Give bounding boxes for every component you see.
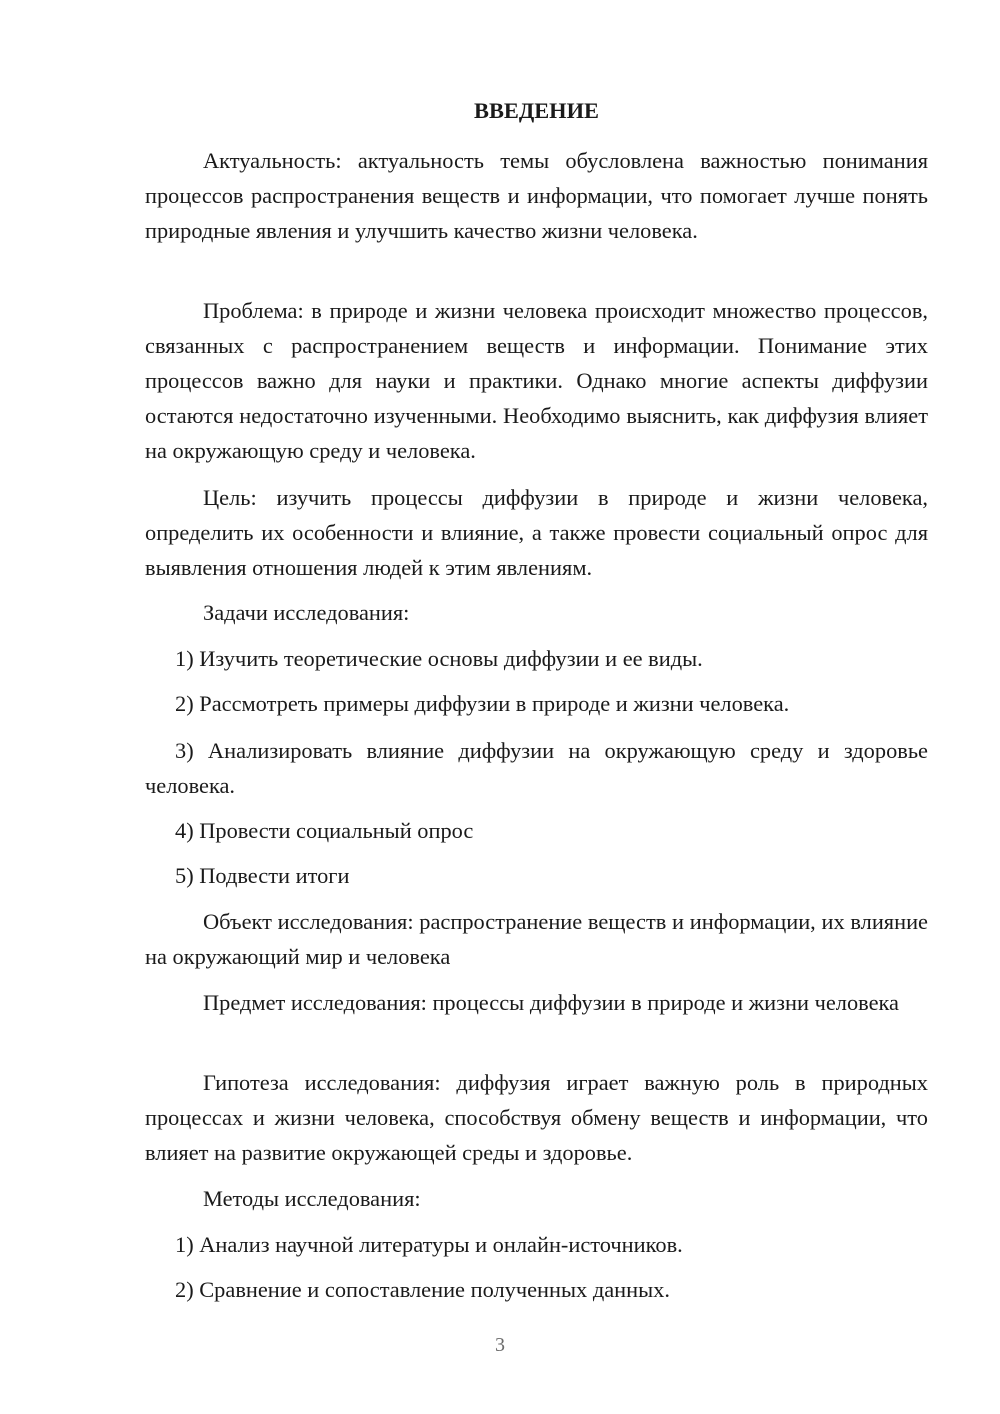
subject-paragraph: Предмет исследования: процессы диффузии в природе и жизни человека <box>203 990 899 1015</box>
problem-paragraph: Проблема: в природе и жизни человека происходит множество процессов, связанных с распространением веществ и информации. Понимание этих процессов важно для науки и практики. Однако многие аспекты диффузии остаются недостаточно изученными. Необходимо выяснить, как диффузия влияет на окружающую среду и человека. <box>145 298 928 463</box>
task-item: 2) Рассмотреть примеры диффузии в природе и жизни человека. <box>175 691 790 716</box>
hypothesis-paragraph: Гипотеза исследования: диффузия играет важную роль в природных процессах и жизни человека, способствуя обмену веществ и информации, что влияет на развитие окружающей среды и здоровье. <box>145 1070 928 1165</box>
methods-title: Методы исследования: <box>203 1186 421 1211</box>
task-item: 1) Изучить теоретические основы диффузии и ее виды. <box>175 646 703 671</box>
method-item: 2) Сравнение и сопоставление полученных данных. <box>175 1277 670 1302</box>
task-item: 3) Анализировать влияние диффузии на окружающую среду и здоровье человека. <box>145 738 928 798</box>
relevance-paragraph: Актуальность: актуальность темы обусловлена важностью понимания процессов распространения веществ и информации, что помогает лучше понять природные явления и улучшить качество жизни человека. <box>145 148 928 243</box>
tasks-title: Задачи исследования: <box>203 600 410 625</box>
page-number: 3 <box>495 1334 505 1356</box>
task-item: 4) Провести социальный опрос <box>175 818 474 843</box>
section-heading: ВВЕДЕНИЕ <box>474 98 599 123</box>
task-item: 5) Подвести итоги <box>175 863 350 888</box>
method-item: 1) Анализ научной литературы и онлайн-источников. <box>175 1232 683 1257</box>
goal-paragraph: Цель: изучить процессы диффузии в природе и жизни человека, определить их особенности и влияние, а также провести социальный опрос для выявления отношения людей к этим явлениям. <box>145 485 928 580</box>
object-paragraph: Объект исследования: распространение веществ и информации, их влияние на окружающий мир и человека <box>145 909 928 969</box>
